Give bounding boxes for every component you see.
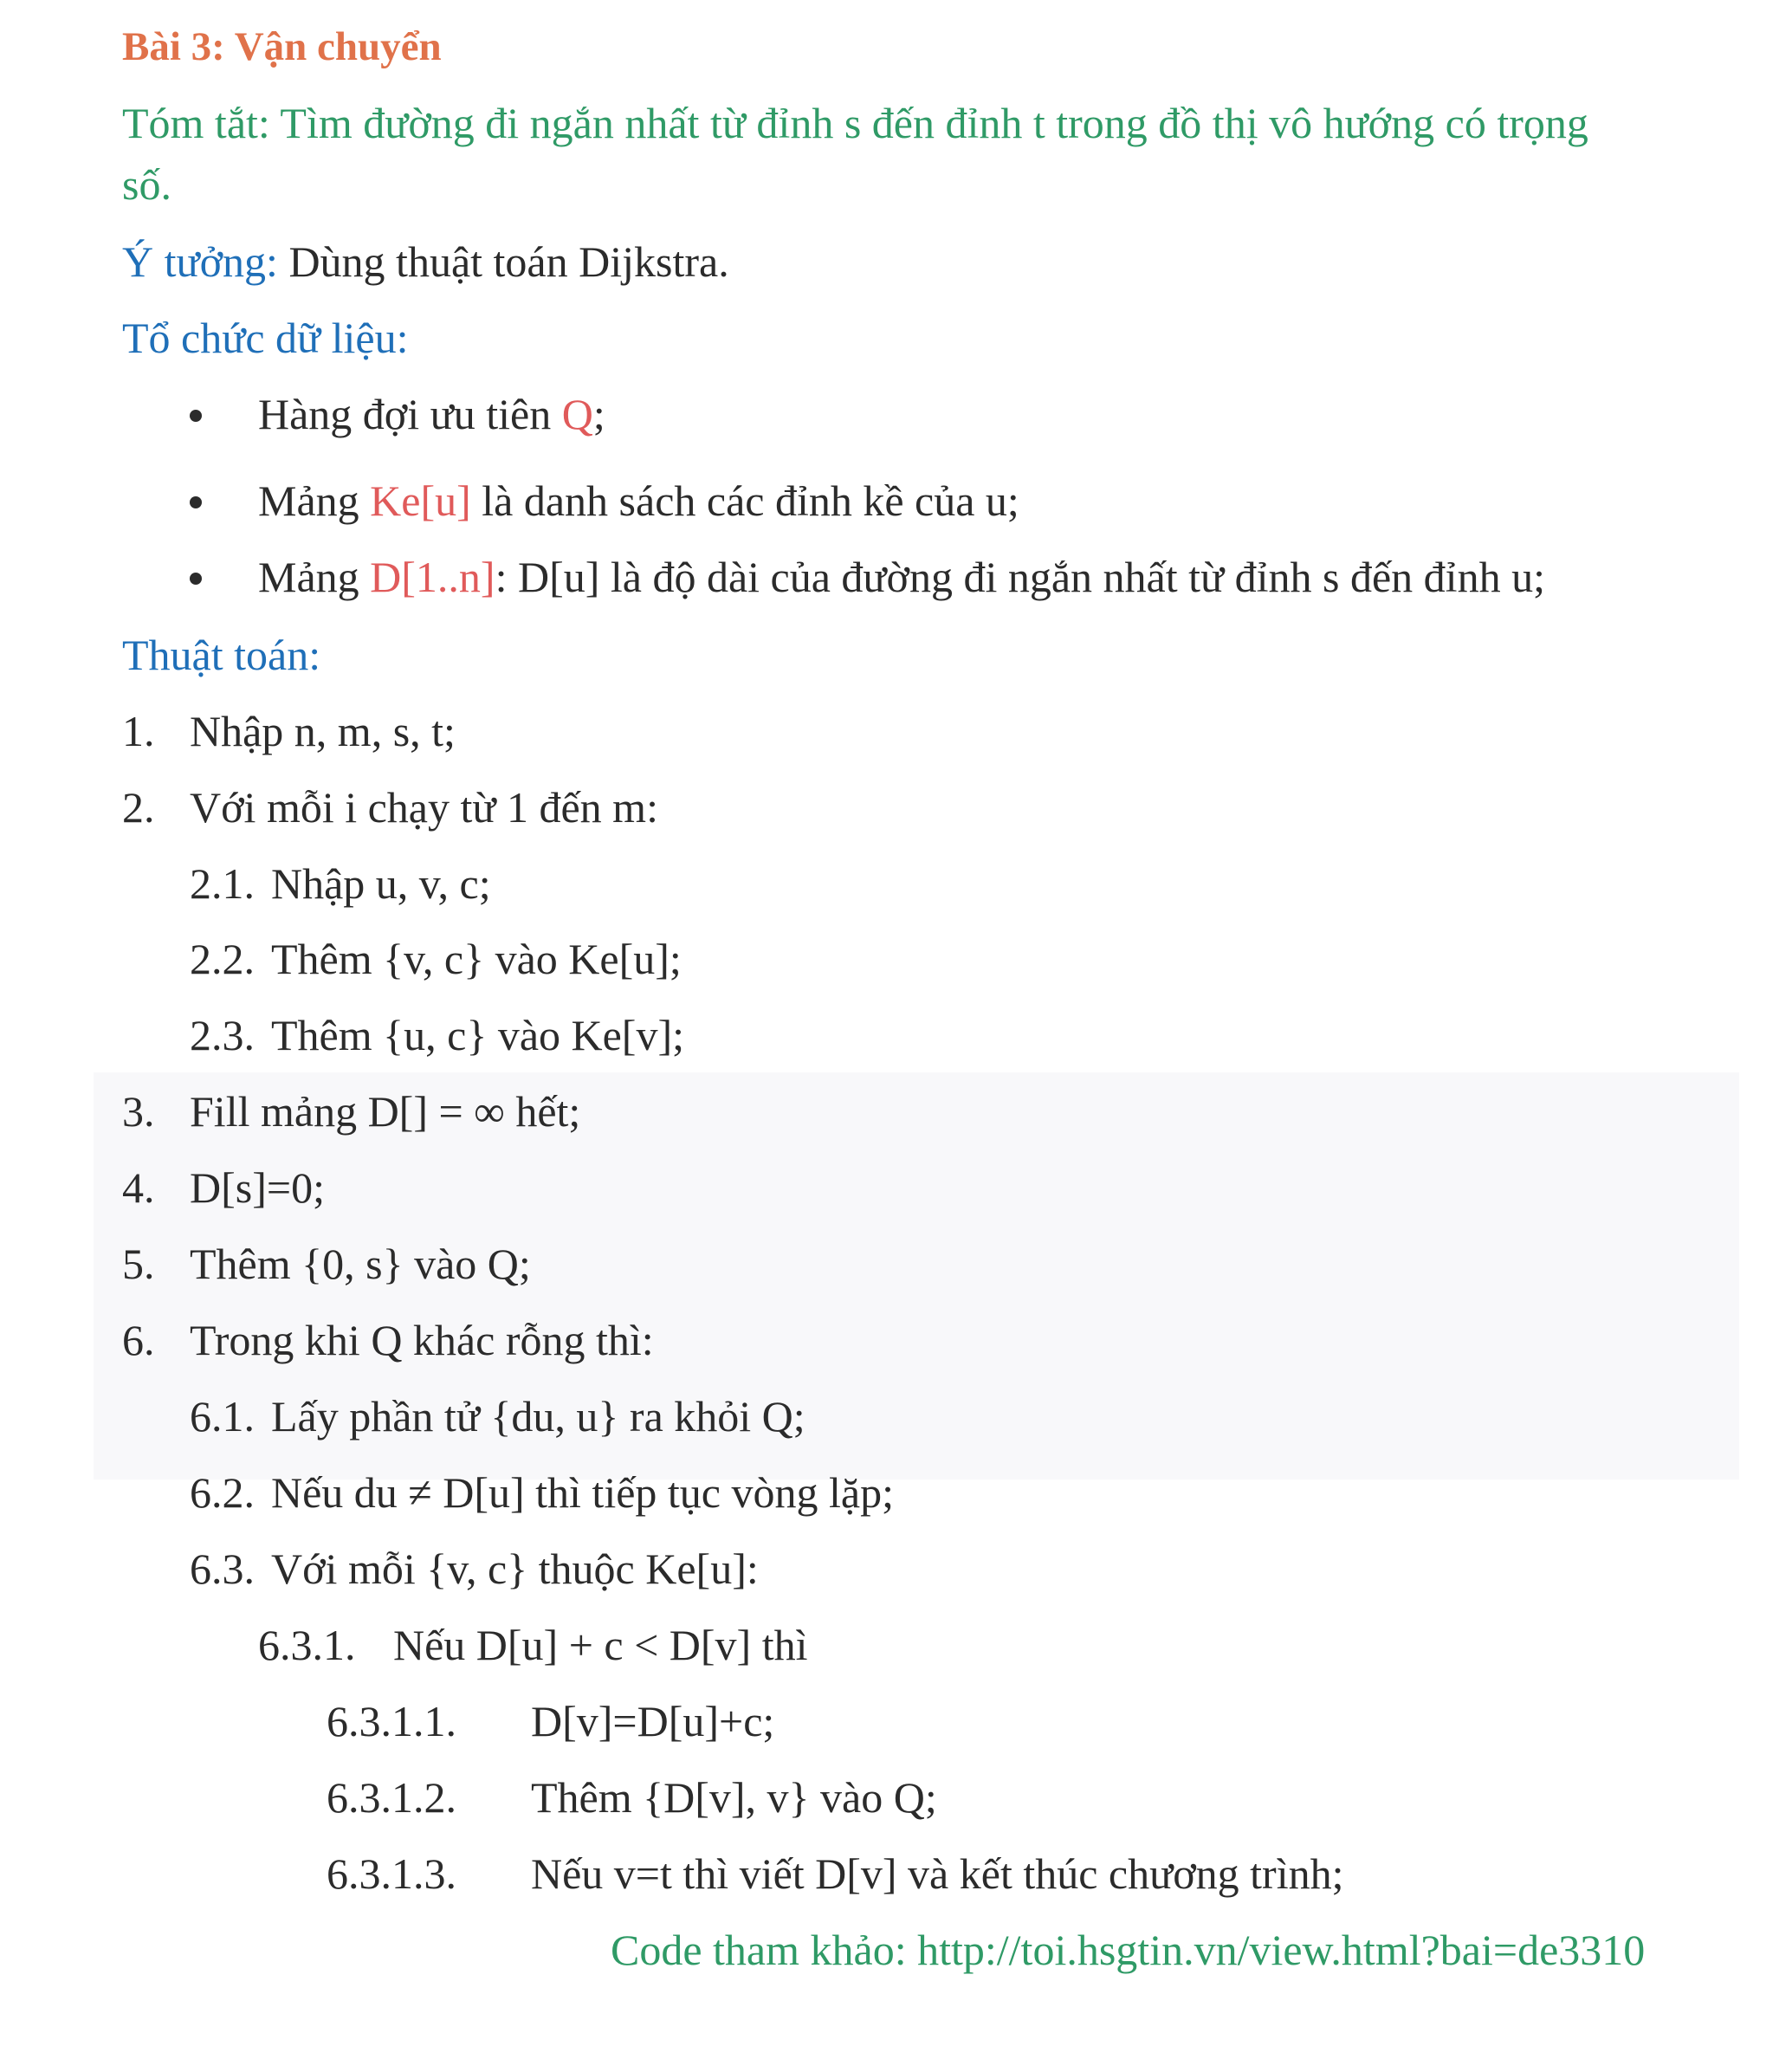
bullet-pre: Mảng: [258, 553, 371, 601]
step-number: 6.1.: [190, 1392, 255, 1441]
step-line: [327, 1695, 774, 1747]
idea-label: Ý tưởng:: [122, 237, 278, 286]
bullet-dot: [190, 573, 202, 585]
step-line: [190, 1390, 805, 1442]
bullet-item: [258, 551, 1545, 603]
step-line: [190, 1009, 684, 1061]
step-number: 6.3.1.3.: [327, 1849, 456, 1898]
step-number: 6.3.1.1.: [327, 1697, 456, 1745]
step-number: 3.: [122, 1087, 155, 1136]
bullet-dot: [190, 496, 202, 508]
step-text: Với mỗi i chạy từ 1 đến m:: [190, 783, 658, 832]
step-line: [122, 1085, 580, 1137]
step-line: [190, 1467, 894, 1518]
bullet-pre: Hàng đợi ưu tiên: [258, 390, 562, 438]
step-text: D[s]=0;: [190, 1163, 325, 1212]
data-org-heading: Tổ chức dữ liệu:: [122, 314, 409, 362]
step-number: 1.: [122, 707, 155, 755]
idea-text: Dùng thuật toán Dijkstra.: [277, 237, 729, 286]
algo-heading: Thuật toán:: [122, 631, 321, 679]
step-number: 6.3.1.: [258, 1621, 356, 1669]
bullet-dot: [190, 410, 202, 422]
bullet-item: [258, 475, 1019, 527]
step-text: Nếu D[u] + c < D[v] thì: [393, 1621, 808, 1669]
step-text: Với mỗi {v, c} thuộc Ke[u]:: [271, 1544, 759, 1593]
step-line: [122, 781, 658, 833]
step-text: Trong khi Q khác rỗng thì:: [190, 1316, 654, 1364]
bullet-post: ;: [592, 390, 605, 438]
step-text: Fill mảng D[] = ∞ hết;: [190, 1087, 581, 1136]
step-text: D[v]=D[u]+c;: [531, 1697, 775, 1745]
step-line: [190, 858, 491, 910]
step-text: Thêm {u, c} vào Ke[v];: [271, 1011, 685, 1059]
summary-line-2: số.: [122, 160, 171, 209]
step-line: [122, 705, 456, 757]
step-text: Nhập u, v, c;: [271, 859, 491, 908]
step-line: [122, 1162, 325, 1214]
step-number: 6.: [122, 1316, 155, 1364]
step-text: Nếu du ≠ D[u] thì tiếp tục vòng lặp;: [271, 1468, 894, 1517]
step-number: 2.3.: [190, 1011, 255, 1059]
step-line: [327, 1771, 937, 1823]
page-title: Bài 3: Vận chuyển: [122, 24, 442, 69]
step-number: 6.3.1.2.: [327, 1773, 456, 1822]
bullet-highlight: Q: [561, 390, 593, 438]
step-number: 6.2.: [190, 1468, 255, 1517]
bullet-pre: Mảng: [258, 476, 371, 525]
step-line: [190, 1543, 759, 1595]
step-number: 2.2.: [190, 935, 255, 983]
idea-line: [122, 236, 729, 288]
step-line: [122, 1238, 531, 1290]
step-number: 2.1.: [190, 859, 255, 908]
bullet-highlight: D[1..n]: [370, 553, 495, 601]
code-reference-link[interactable]: Code tham khảo: http://toi.hsgtin.vn/view.html?bai=de3310: [611, 1926, 1646, 1974]
bullet-item: [258, 388, 605, 440]
step-text: Thêm {v, c} vào Ke[u];: [271, 935, 682, 983]
step-number: 2.: [122, 783, 155, 832]
step-text: Thêm {D[v], v} vào Q;: [531, 1773, 937, 1822]
bullet-post: : D[u] là độ dài của đường đi ngắn nhất từ đỉnh s đến đỉnh u;: [495, 553, 1545, 601]
summary-label: Tóm tắt:: [122, 99, 270, 147]
summary-text: Tìm đường đi ngắn nhất từ đỉnh s đến đỉnh t trong đồ thị vô hướng có trọng: [269, 99, 1588, 147]
bullet-post: là danh sách các đỉnh kề của u;: [470, 476, 1019, 525]
step-text: Lấy phần tử {du, u} ra khỏi Q;: [271, 1392, 805, 1441]
step-text: Nhập n, m, s, t;: [190, 707, 456, 755]
bullet-highlight: Ke[u]: [370, 476, 471, 525]
step-line: [122, 1314, 654, 1366]
step-text: Thêm {0, s} vào Q;: [190, 1240, 531, 1288]
step-line: [327, 1848, 1343, 1900]
step-line: [258, 1619, 808, 1671]
summary-line-1: [122, 97, 1588, 149]
step-number: 5.: [122, 1240, 155, 1288]
step-line: [190, 933, 682, 985]
step-text: Nếu v=t thì viết D[v] và kết thúc chương trình;: [531, 1849, 1344, 1898]
step-number: 6.3.: [190, 1544, 255, 1593]
step-number: 4.: [122, 1163, 155, 1212]
